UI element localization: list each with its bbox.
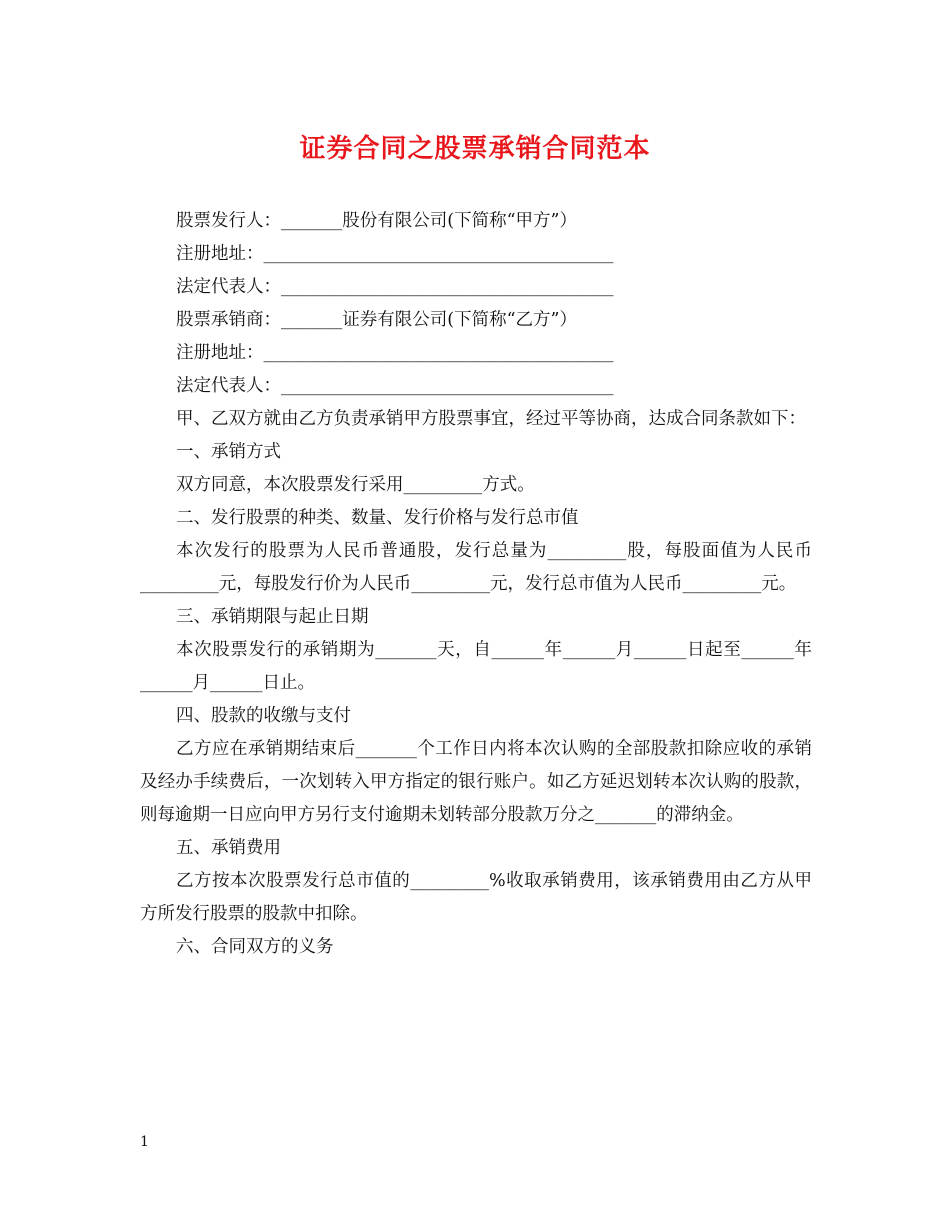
underwriter-representative-line: 法定代表人：______________________________________ bbox=[176, 376, 614, 396]
document-body bbox=[140, 205, 812, 964]
intro-paragraph: 甲、乙双方就由乙方负责承销甲方股票事宜，经过平等协商，达成合同条款如下： bbox=[176, 409, 806, 429]
section-4-title: 四、股款的收缴与支付 bbox=[176, 706, 351, 726]
section-2-title: 二、发行股票的种类、数量、发行价格与发行总市值 bbox=[176, 508, 579, 528]
section-6-title: 六、合同双方的义务 bbox=[176, 937, 334, 957]
issuer-line: 股票发行人：_______股份有限公司(下简称“甲方”） bbox=[176, 211, 577, 231]
section-2-text: 本次发行的股票为人民币普通股，发行总量为_________股，每股面值为人民币_________元，每股发行价为人民币_________元，发行总市值为人民币_________元。 bbox=[140, 541, 812, 594]
issuer-address-line: 注册地址：________________________________________ bbox=[176, 244, 614, 264]
section-5-title: 五、承销费用 bbox=[176, 838, 281, 858]
issuer-representative-line: 法定代表人：______________________________________ bbox=[176, 277, 614, 297]
section-3-text: 本次股票发行的承销期为_______天，自______年______月______日起至______年______月______日止。 bbox=[140, 640, 812, 693]
underwriter-address-line: 注册地址：________________________________________ bbox=[176, 343, 614, 363]
underwriter-line: 股票承销商：_______证券有限公司(下简称“乙方”） bbox=[176, 310, 577, 330]
section-4-text: 乙方应在承销期结束后_______个工作日内将本次认购的全部股款扣除应收的承销及经办手续费后，一次划转入甲方指定的银行账户。如乙方延迟划转本次认购的股款，则每逾期一日应向甲方另行支付逾期未划转部分股款万分之_______的滞纳金。 bbox=[140, 739, 812, 825]
section-5-text: 乙方按本次股票发行总市值的_________%收取承销费用，该承销费用由乙方从甲方所发行股票的股款中扣除。 bbox=[140, 871, 812, 924]
section-3-title: 三、承销期限与起止日期 bbox=[176, 607, 369, 627]
section-1-title: 一、承销方式 bbox=[176, 442, 281, 462]
page-number: 1 bbox=[140, 1134, 149, 1150]
document-title: 证券合同之股票承销合同范本 bbox=[299, 134, 651, 164]
section-1-text: 双方同意，本次股票发行采用_________方式。 bbox=[176, 475, 535, 495]
